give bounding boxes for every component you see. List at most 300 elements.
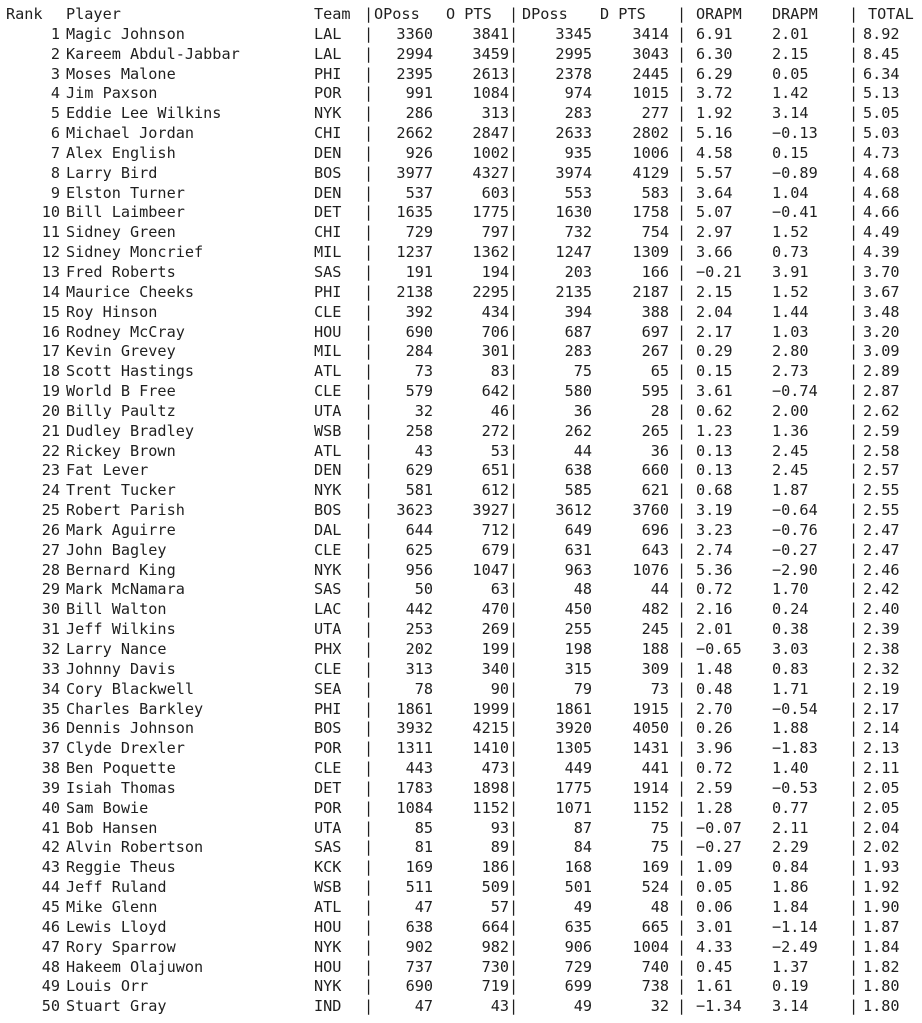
cell-player: Sam Bowie [66, 798, 149, 817]
column-separator: | [849, 897, 859, 916]
column-separator: | [849, 977, 859, 996]
column-separator: | [677, 441, 687, 460]
cell-opts: 730 [481, 957, 509, 976]
cell-oposs: 1311 [396, 739, 433, 758]
cell-dpts: 1758 [632, 203, 669, 222]
cell-dposs: 631 [564, 540, 592, 559]
cell-player: Bernard King [66, 560, 176, 579]
cell-drapm: 2.80 [772, 342, 809, 361]
column-separator: | [509, 560, 519, 579]
cell-total: 5.03 [863, 124, 900, 143]
cell-player: Rodney McCray [66, 322, 185, 341]
table-row [6, 858, 920, 878]
cell-player: Hakeem Olajuwon [66, 957, 204, 976]
cell-dpts: 696 [641, 520, 669, 539]
column-separator: | [509, 342, 519, 361]
cell-total: 2.47 [863, 520, 900, 539]
column-separator: | [849, 481, 859, 500]
cell-rank: 31 [41, 620, 60, 639]
table-row [6, 541, 920, 561]
cell-drapm: 3.91 [772, 262, 809, 281]
cell-dposs: 1305 [555, 739, 592, 758]
column-separator: | [677, 124, 687, 143]
cell-opts: 651 [481, 461, 509, 480]
cell-team: CLE [314, 659, 342, 678]
cell-drapm: −1.14 [772, 917, 818, 936]
column-separator: | [677, 163, 687, 182]
column-separator: | [849, 44, 859, 63]
column-separator: | [849, 421, 859, 440]
column-separator: | [849, 441, 859, 460]
cell-dpts: 277 [641, 104, 669, 123]
column-separator: | [364, 699, 374, 718]
cell-player: Charles Barkley [66, 699, 204, 718]
cell-drapm: −0.74 [772, 382, 818, 401]
column-separator: | [677, 640, 687, 658]
cell-dposs: 449 [564, 759, 592, 778]
column-separator: | [364, 838, 374, 857]
column-separator: | [677, 44, 687, 63]
cell-drapm: 1.52 [772, 223, 809, 242]
cell-dpts: 2445 [632, 64, 669, 83]
column-separator: | [509, 739, 519, 758]
cell-rank: 2 [50, 44, 60, 63]
cell-rank: 4 [50, 84, 60, 103]
cell-player: Alex English [66, 143, 176, 162]
cell-total: 2.57 [863, 461, 900, 480]
cell-total: 2.47 [863, 540, 900, 559]
cell-oposs: 47 [414, 997, 433, 1016]
cell-opts: 46 [490, 401, 509, 420]
column-separator: | [849, 203, 859, 222]
cell-oposs: 3623 [396, 501, 433, 520]
cell-team: SAS [314, 580, 342, 599]
cell-dposs: 906 [564, 937, 592, 956]
cell-team: ATL [314, 362, 342, 381]
cell-team: CHI [314, 124, 342, 143]
header-dpts: D PTS [600, 5, 646, 23]
column-separator: | [677, 362, 687, 381]
cell-drapm: 0.05 [772, 64, 809, 83]
column-separator: | [849, 401, 859, 420]
cell-total: 2.40 [863, 600, 900, 619]
column-separator: | [849, 798, 859, 817]
column-separator: | [849, 739, 859, 758]
cell-drapm: 1.71 [772, 679, 809, 698]
table-row [6, 263, 920, 283]
table-row [6, 283, 920, 303]
column-separator: | [509, 917, 519, 936]
cell-rank: 34 [41, 679, 60, 698]
column-separator: | [509, 600, 519, 619]
cell-rank: 49 [41, 977, 60, 996]
cell-drapm: −0.27 [772, 540, 818, 559]
cell-total: 2.14 [863, 719, 900, 738]
column-separator: | [509, 679, 519, 698]
cell-orapm: 3.66 [696, 243, 733, 262]
cell-team: KCK [314, 858, 342, 877]
cell-orapm: 0.26 [696, 719, 733, 738]
cell-player: Dudley Bradley [66, 421, 195, 440]
cell-opts: 89 [490, 838, 509, 857]
cell-total: 2.04 [863, 818, 900, 837]
cell-opts: 719 [481, 977, 509, 996]
cell-drapm: 0.19 [772, 977, 809, 996]
cell-team: POR [314, 739, 342, 758]
cell-total: 4.68 [863, 163, 900, 182]
cell-dpts: 32 [650, 997, 669, 1016]
cell-drapm: −0.53 [772, 778, 818, 797]
column-separator: | [677, 858, 687, 877]
cell-dpts: 166 [641, 262, 669, 281]
cell-oposs: 1783 [396, 778, 433, 797]
cell-team: PHI [314, 64, 342, 83]
column-separator: | [364, 143, 374, 162]
cell-rank: 20 [41, 401, 60, 420]
cell-rank: 15 [41, 302, 60, 321]
cell-team: SEA [314, 679, 342, 698]
cell-dposs: 974 [564, 84, 592, 103]
cell-orapm: 0.05 [696, 878, 733, 897]
cell-opts: 612 [481, 481, 509, 500]
cell-orapm: 3.23 [696, 520, 733, 539]
cell-total: 2.55 [863, 501, 900, 520]
cell-oposs: 191 [405, 262, 433, 281]
cell-oposs: 78 [414, 679, 433, 698]
cell-orapm: 2.04 [696, 302, 733, 321]
table-row [6, 45, 920, 65]
cell-team: CLE [314, 759, 342, 778]
column-separator: | [364, 262, 374, 281]
column-separator: | [364, 44, 374, 63]
cell-total: 2.39 [863, 620, 900, 639]
cell-opts: 43 [490, 997, 509, 1016]
cell-oposs: 392 [405, 302, 433, 321]
column-separator: | [677, 997, 687, 1016]
cell-opts: 1047 [472, 560, 509, 579]
cell-drapm: −0.64 [772, 501, 818, 520]
cell-dposs: 49 [573, 997, 592, 1016]
column-separator: | [364, 878, 374, 897]
cell-team: NYK [314, 977, 342, 996]
column-separator: | [509, 818, 519, 837]
cell-dpts: 75 [650, 838, 669, 857]
cell-oposs: 511 [405, 878, 433, 897]
cell-player: Kareem Abdul-Jabbar [66, 44, 240, 63]
cell-dpts: 28 [650, 401, 669, 420]
cell-player: Jim Paxson [66, 84, 158, 103]
column-separator: | [677, 342, 687, 361]
cell-oposs: 85 [414, 818, 433, 837]
cell-player: Sidney Moncrief [66, 243, 204, 262]
cell-orapm: 3.01 [696, 917, 733, 936]
table-row [6, 918, 920, 938]
cell-dposs: 638 [564, 461, 592, 480]
cell-orapm: 5.16 [696, 124, 733, 143]
table-row [6, 878, 920, 898]
column-separator: | [849, 223, 859, 242]
cell-dposs: 2378 [555, 64, 592, 83]
cell-team: UTA [314, 620, 342, 639]
cell-drapm: 1.04 [772, 183, 809, 202]
column-separator: | [364, 302, 374, 321]
cell-drapm: 1.84 [772, 897, 809, 916]
cell-opts: 470 [481, 600, 509, 619]
cell-oposs: 926 [405, 143, 433, 162]
column-separator: | [364, 84, 374, 103]
cell-team: BOS [314, 163, 342, 182]
cell-dpts: 697 [641, 322, 669, 341]
cell-team: NYK [314, 937, 342, 956]
table-row [6, 461, 920, 481]
cell-dposs: 48 [573, 580, 592, 599]
cell-opts: 186 [481, 858, 509, 877]
column-separator: | [509, 759, 519, 778]
cell-dpts: 245 [641, 620, 669, 639]
column-separator: | [364, 977, 374, 996]
cell-total: 6.34 [863, 64, 900, 83]
column-separator: | [849, 461, 859, 480]
cell-team: NYK [314, 104, 342, 123]
cell-rank: 33 [41, 659, 60, 678]
cell-player: Isiah Thomas [66, 778, 176, 797]
column-separator: | [364, 421, 374, 440]
cell-drapm: 2.15 [772, 44, 809, 63]
cell-team: SAS [314, 838, 342, 857]
cell-dposs: 635 [564, 917, 592, 936]
cell-dposs: 963 [564, 560, 592, 579]
cell-dpts: 595 [641, 382, 669, 401]
column-separator: | [677, 540, 687, 559]
cell-dpts: 4050 [632, 719, 669, 738]
cell-dpts: 48 [650, 897, 669, 916]
column-separator: | [509, 481, 519, 500]
cell-oposs: 73 [414, 362, 433, 381]
table-row [6, 898, 920, 918]
cell-rank: 50 [41, 997, 60, 1016]
column-separator: | [509, 441, 519, 460]
cell-dpts: 740 [641, 957, 669, 976]
cell-dposs: 198 [564, 640, 592, 658]
cell-total: 4.68 [863, 183, 900, 202]
column-separator: | [509, 143, 519, 162]
cell-oposs: 81 [414, 838, 433, 857]
header-drapm: DRAPM [772, 5, 818, 23]
column-separator: | [509, 64, 519, 83]
cell-total: 1.80 [863, 977, 900, 996]
cell-total: 2.38 [863, 640, 900, 658]
column-separator: | [509, 699, 519, 718]
cell-oposs: 737 [405, 957, 433, 976]
table-row [6, 323, 920, 343]
cell-team: CLE [314, 540, 342, 559]
column-separator: | [509, 897, 519, 916]
table-row [6, 838, 920, 858]
cell-opts: 1999 [472, 699, 509, 718]
cell-total: 2.58 [863, 441, 900, 460]
cell-dpts: 1152 [632, 798, 669, 817]
cell-team: NYK [314, 481, 342, 500]
cell-opts: 982 [481, 937, 509, 956]
column-separator: | [364, 243, 374, 262]
column-separator: | [509, 163, 519, 182]
cell-orapm: 3.61 [696, 382, 733, 401]
cell-orapm: 0.13 [696, 461, 733, 480]
cell-dpts: 1309 [632, 243, 669, 262]
cell-drapm: 3.14 [772, 104, 809, 123]
cell-team: MIL [314, 243, 342, 262]
cell-drapm: 2.29 [772, 838, 809, 857]
cell-dpts: 1431 [632, 739, 669, 758]
cell-dposs: 687 [564, 322, 592, 341]
cell-rank: 12 [41, 243, 60, 262]
cell-dposs: 585 [564, 481, 592, 500]
column-separator: | [364, 104, 374, 123]
column-separator: | [364, 481, 374, 500]
cell-total: 2.05 [863, 798, 900, 817]
cell-drapm: 0.15 [772, 143, 809, 162]
column-separator: | [364, 620, 374, 639]
column-separator: | [364, 163, 374, 182]
cell-opts: 3927 [472, 501, 509, 520]
cell-player: Larry Nance [66, 640, 167, 658]
column-separator: | [849, 501, 859, 520]
column-separator: | [677, 401, 687, 420]
column-separator: | [364, 461, 374, 480]
cell-drapm: 0.73 [772, 243, 809, 262]
cell-orapm: 4.33 [696, 937, 733, 956]
column-separator: | [509, 778, 519, 797]
table-row [6, 680, 920, 700]
cell-total: 2.89 [863, 362, 900, 381]
column-separator: | [364, 640, 374, 658]
column-separator: | [509, 520, 519, 539]
cell-drapm: 1.03 [772, 322, 809, 341]
cell-drapm: 1.44 [772, 302, 809, 321]
cell-opts: 434 [481, 302, 509, 321]
column-separator: | [364, 719, 374, 738]
cell-team: DAL [314, 520, 342, 539]
column-separator: | [677, 382, 687, 401]
column-separator: | [509, 997, 519, 1016]
cell-team: UTA [314, 401, 342, 420]
table-row [6, 938, 920, 958]
column-separator: | [849, 143, 859, 162]
cell-opts: 2613 [472, 64, 509, 83]
cell-dposs: 1630 [555, 203, 592, 222]
cell-rank: 10 [41, 203, 60, 222]
cell-player: Roy Hinson [66, 302, 158, 321]
cell-dpts: 1914 [632, 778, 669, 797]
cell-total: 3.70 [863, 262, 900, 281]
cell-opts: 1898 [472, 778, 509, 797]
cell-opts: 57 [490, 897, 509, 916]
cell-opts: 313 [481, 104, 509, 123]
cell-drapm: 1.52 [772, 282, 809, 301]
column-separator: | [509, 183, 519, 202]
cell-player: Jeff Ruland [66, 878, 167, 897]
cell-oposs: 202 [405, 640, 433, 658]
cell-total: 2.17 [863, 699, 900, 718]
cell-dpts: 36 [650, 441, 669, 460]
cell-total: 8.92 [863, 24, 900, 43]
cell-opts: 664 [481, 917, 509, 936]
cell-dpts: 309 [641, 659, 669, 678]
cell-opts: 53 [490, 441, 509, 460]
cell-opts: 199 [481, 640, 509, 658]
cell-team: DET [314, 203, 342, 222]
column-separator: | [677, 84, 687, 103]
cell-drapm: 0.84 [772, 858, 809, 877]
cell-orapm: 2.17 [696, 322, 733, 341]
cell-drapm: −0.13 [772, 124, 818, 143]
table-row [6, 402, 920, 422]
cell-dpts: 441 [641, 759, 669, 778]
cell-team: IND [314, 997, 342, 1016]
column-separator: | [364, 322, 374, 341]
cell-player: Bob Hansen [66, 818, 158, 837]
cell-team: BOS [314, 501, 342, 520]
column-separator: | [364, 520, 374, 539]
cell-player: Ben Poquette [66, 759, 176, 778]
cell-orapm: 2.70 [696, 699, 733, 718]
cell-dpts: 3760 [632, 501, 669, 520]
cell-drapm: 0.83 [772, 659, 809, 678]
cell-oposs: 2662 [396, 124, 433, 143]
cell-rank: 24 [41, 481, 60, 500]
cell-player: Sidney Green [66, 223, 176, 242]
cell-drapm: 3.14 [772, 997, 809, 1016]
cell-player: Bill Walton [66, 600, 167, 619]
column-separator: | [364, 362, 374, 381]
cell-dposs: 1861 [555, 699, 592, 718]
header-oposs: OPoss [374, 5, 420, 23]
cell-dposs: 649 [564, 520, 592, 539]
cell-rank: 19 [41, 382, 60, 401]
cell-dposs: 1775 [555, 778, 592, 797]
column-separator: | [364, 382, 374, 401]
column-separator: | [364, 441, 374, 460]
cell-total: 2.87 [863, 382, 900, 401]
cell-dposs: 49 [573, 897, 592, 916]
cell-rank: 39 [41, 778, 60, 797]
cell-opts: 797 [481, 223, 509, 242]
cell-rank: 45 [41, 897, 60, 916]
cell-dpts: 482 [641, 600, 669, 619]
column-separator: | [677, 818, 687, 837]
column-separator: | [509, 580, 519, 599]
cell-oposs: 50 [414, 580, 433, 599]
cell-orapm: −0.07 [696, 818, 742, 837]
cell-rank: 3 [50, 64, 60, 83]
column-separator: | [364, 957, 374, 976]
column-separator: | [849, 600, 859, 619]
table-row [6, 739, 920, 759]
cell-opts: 1362 [472, 243, 509, 262]
cell-opts: 301 [481, 342, 509, 361]
cell-rank: 23 [41, 461, 60, 480]
cell-total: 1.82 [863, 957, 900, 976]
cell-opts: 93 [490, 818, 509, 837]
table-row [6, 144, 920, 164]
table-row [6, 184, 920, 204]
cell-total: 1.80 [863, 997, 900, 1016]
cell-orapm: 1.28 [696, 798, 733, 817]
cell-opts: 272 [481, 421, 509, 440]
cell-orapm: 2.59 [696, 778, 733, 797]
cell-orapm: 0.29 [696, 342, 733, 361]
column-separator: | [364, 24, 374, 43]
